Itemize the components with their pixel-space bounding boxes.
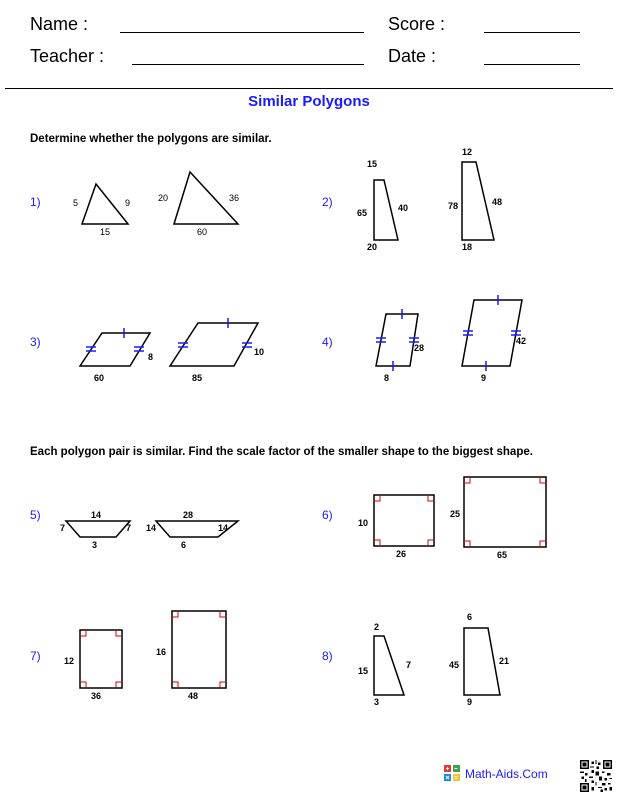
label: 45 bbox=[449, 660, 460, 670]
problem-number-8: 8) bbox=[322, 649, 333, 663]
label: 21 bbox=[499, 656, 510, 666]
problem-number-3: 3) bbox=[30, 335, 41, 349]
p7-small-rectangle bbox=[80, 630, 122, 688]
label: 3 bbox=[92, 540, 98, 550]
label: 5 bbox=[73, 198, 79, 208]
label: 16 bbox=[156, 647, 167, 657]
label: 6 bbox=[181, 540, 187, 550]
label: 60 bbox=[94, 373, 105, 383]
p6-large-rectangle bbox=[464, 477, 546, 547]
p1-small-triangle bbox=[82, 184, 131, 224]
label: 65 bbox=[357, 208, 368, 218]
label: 3 bbox=[374, 697, 380, 707]
label: 12 bbox=[462, 147, 473, 157]
label: 12 bbox=[64, 656, 75, 666]
p3-small-parallelogram bbox=[80, 333, 150, 366]
instruction-2: Each polygon pair is similar. Find the scale factor of the smaller shape to the biggest shape. bbox=[30, 446, 533, 458]
label: 14 bbox=[146, 523, 157, 533]
label: 40 bbox=[398, 203, 409, 213]
problem-number-4: 4) bbox=[322, 335, 333, 349]
label: 85 bbox=[192, 373, 203, 383]
problem-number-6: 6) bbox=[322, 508, 333, 522]
score-label: Score : bbox=[388, 14, 446, 34]
label: 25 bbox=[450, 509, 461, 519]
label: 28 bbox=[414, 343, 425, 353]
label: 15 bbox=[367, 159, 378, 169]
label: 2 bbox=[374, 622, 380, 632]
label: 28 bbox=[183, 510, 194, 520]
p4-small-parallelogram bbox=[376, 314, 418, 366]
problem-number-5: 5) bbox=[30, 508, 41, 522]
qr-code-icon bbox=[580, 760, 612, 792]
problem-number-1: 1) bbox=[30, 195, 41, 209]
label: 8 bbox=[384, 373, 390, 383]
p8-small-trapezoid bbox=[374, 636, 404, 695]
label: 20 bbox=[158, 193, 169, 203]
label: 7 bbox=[60, 523, 66, 533]
teacher-label: Teacher : bbox=[30, 46, 105, 66]
p4-large-parallelogram bbox=[462, 300, 522, 366]
label: 9 bbox=[125, 198, 131, 208]
p2-small-trapezoid bbox=[374, 180, 398, 240]
p7-large-rectangle bbox=[172, 611, 226, 688]
p8-large-trapezoid bbox=[464, 628, 500, 695]
label: 65 bbox=[497, 550, 508, 560]
right-angle-markers bbox=[80, 477, 546, 688]
label: 36 bbox=[91, 691, 102, 701]
label: 78 bbox=[448, 201, 459, 211]
label: 6 bbox=[467, 612, 473, 622]
name-label: Name : bbox=[30, 14, 89, 34]
page-title: Similar Polygons bbox=[248, 93, 370, 110]
label: 48 bbox=[492, 197, 503, 207]
site-link[interactable]: Math-Aids.Com bbox=[465, 767, 548, 781]
p5-small-trapezoid bbox=[66, 521, 130, 537]
label: 18 bbox=[462, 242, 473, 252]
problem-number-7: 7) bbox=[30, 649, 41, 663]
label: 20 bbox=[367, 242, 378, 252]
calculator-icon bbox=[444, 765, 460, 781]
p3-large-parallelogram bbox=[170, 323, 258, 366]
p2-large-trapezoid bbox=[462, 162, 494, 240]
label: 9 bbox=[467, 697, 473, 707]
label: 9 bbox=[481, 373, 487, 383]
label: 60 bbox=[197, 227, 208, 237]
label: 14 bbox=[91, 510, 102, 520]
label: 42 bbox=[516, 336, 527, 346]
label: 15 bbox=[100, 227, 111, 237]
label: 15 bbox=[358, 666, 369, 676]
p6-small-rectangle bbox=[374, 495, 434, 546]
instruction-1: Determine whether the polygons are similar. bbox=[30, 133, 272, 145]
problem-number-2: 2) bbox=[322, 195, 333, 209]
label: 10 bbox=[358, 518, 369, 528]
label: 10 bbox=[254, 347, 265, 357]
label: 7 bbox=[406, 660, 412, 670]
label: 8 bbox=[148, 352, 154, 362]
label: 26 bbox=[396, 549, 407, 559]
label: 7 bbox=[126, 523, 132, 533]
label: 14 bbox=[218, 523, 229, 533]
label: 48 bbox=[188, 691, 199, 701]
date-label: Date : bbox=[388, 46, 437, 66]
label: 36 bbox=[229, 193, 240, 203]
